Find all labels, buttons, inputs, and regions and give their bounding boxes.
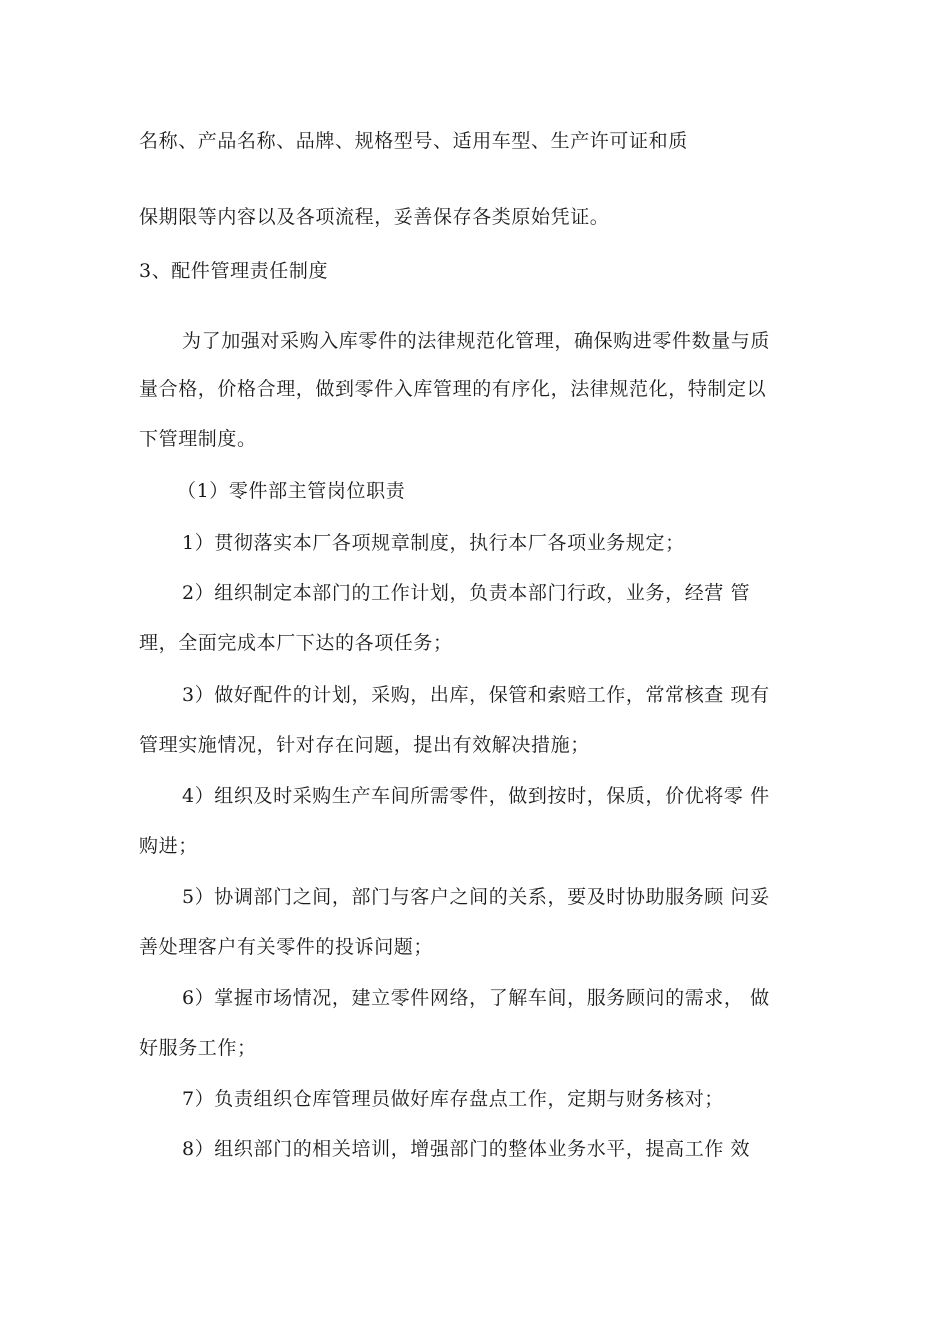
text-line: 理，全面完成本厂下达的各项任务； <box>139 632 453 654</box>
text-line: 保期限等内容以及各项流程，妥善保存各类原始凭证。 <box>139 206 610 228</box>
text-line: 名称、产品名称、品牌、规格型号、适用车型、生产许可证和质 <box>139 130 688 152</box>
text-line: 为了加强对采购入库零件的法律规范化管理，确保购进零件数量与质 <box>182 330 771 352</box>
text-line: 量合格，价格合理，做到零件入库管理的有序化，法律规范化，特制定以 <box>139 378 767 400</box>
list-item: 8）组织部门的相关培训，增强部门的整体业务水平，提高工作 效 <box>182 1138 751 1160</box>
list-item: 4）组织及时采购生产车间所需零件，做到按时，保质，价优将零 件 <box>182 785 770 807</box>
text-line: 管理实施情况，针对存在问题，提出有效解决措施； <box>139 734 590 756</box>
list-item: 1）贯彻落实本厂各项规章制度，执行本厂各项业务规定； <box>182 532 685 554</box>
text-line: 好服务工作； <box>139 1037 257 1059</box>
list-item: 3）做好配件的计划，采购，出库，保管和索赔工作，常常核查 现有 <box>182 684 770 706</box>
list-item: 7）负责组织仓库管理员做好库存盘点工作，定期与财务核对； <box>182 1088 724 1110</box>
text-line: 购进； <box>139 835 198 857</box>
section-heading: 3、配件管理责任制度 <box>139 260 329 282</box>
text-line: 下管理制度。 <box>139 428 257 450</box>
list-item: 5）协调部门之间，部门与客户之间的关系，要及时协助服务顾 问妥 <box>182 886 770 908</box>
list-item: 6）掌握市场情况，建立零件网络，了解车间，服务顾问的需求， 做 <box>182 987 770 1009</box>
list-item: 2）组织制定本部门的工作计划，负责本部门行政，业务，经营 管 <box>182 582 751 604</box>
text-line: 善处理客户有关零件的投诉问题； <box>139 936 434 958</box>
subsection-heading: （1）零件部主管岗位职责 <box>177 480 406 502</box>
